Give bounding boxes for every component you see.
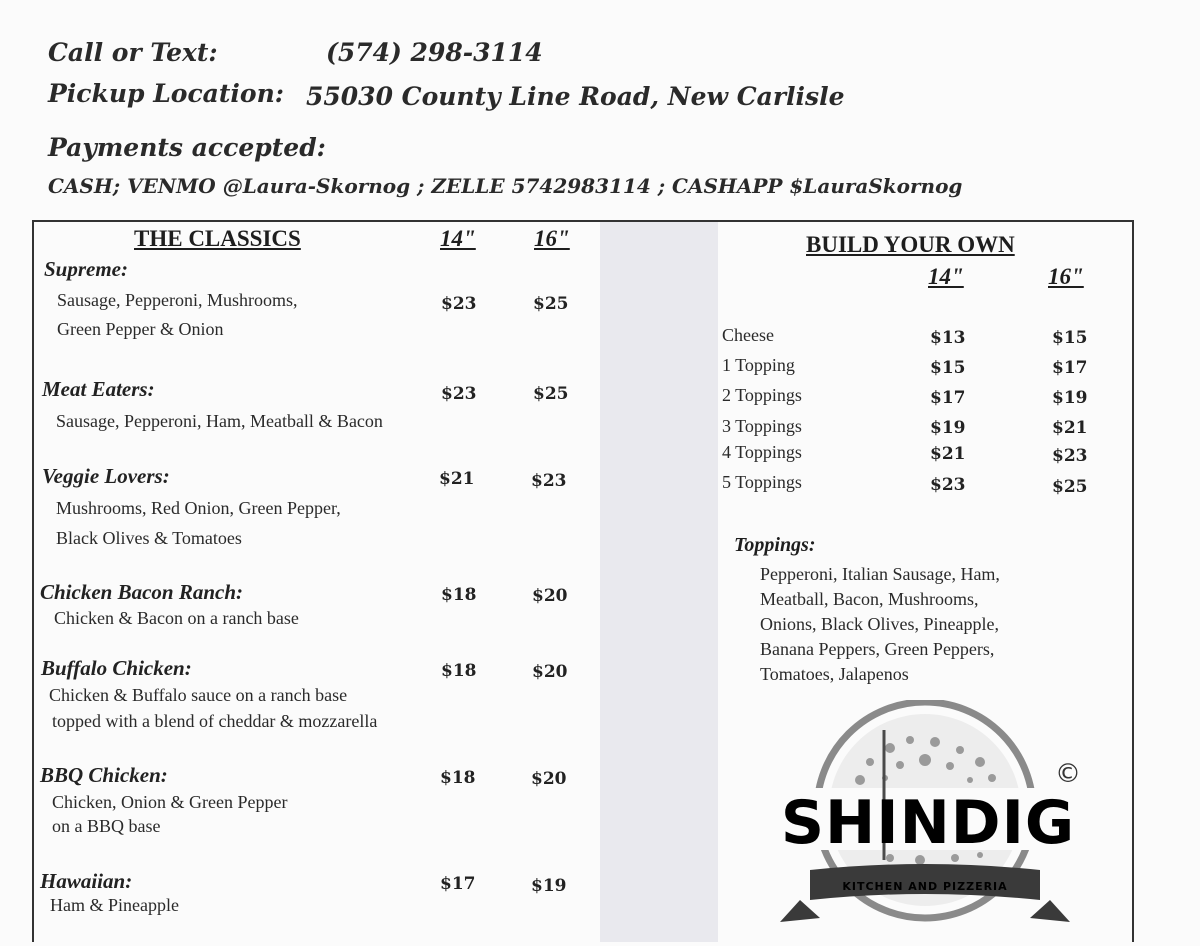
toppings-line: Banana Peppers, Green Peppers,: [760, 639, 995, 659]
classic-price-16-hawaiian: $19: [531, 876, 567, 896]
byo-size-14: 14": [928, 264, 964, 289]
payments-methods: CASH; VENMO @Laura-Skornog ; ZELLE 5742983114 ; CASHAPP $LauraSkornog: [48, 174, 963, 198]
classic-price-14-bbq-chicken: $18: [440, 768, 476, 788]
byo-price-16: $15: [1052, 328, 1088, 348]
pickup-address: 55030 County Line Road, New Carlisle: [306, 82, 845, 111]
byo-row-label: 3 Toppings: [722, 416, 802, 436]
copyright-mark: ©: [1055, 759, 1081, 789]
classic-price-16-bbq-chicken: $20: [531, 769, 567, 789]
byo-row-label: Cheese: [722, 325, 774, 345]
pizza-logo-graphic: [760, 700, 1100, 942]
classic-price-14-buffalo-chicken: $18: [441, 661, 477, 681]
byo-title: BUILD YOUR OWN: [806, 232, 1015, 257]
byo-price-16: $25: [1052, 477, 1088, 497]
byo-price-14: $15: [930, 358, 966, 378]
byo-price-14: $19: [930, 418, 966, 438]
classic-desc-supreme-1: Sausage, Pepperoni, Mushrooms,: [57, 290, 298, 310]
classic-price-14-meat-eaters: $23: [441, 384, 477, 404]
byo-price-14: $13: [930, 328, 966, 348]
classic-desc-meat-eaters-1: Sausage, Pepperoni, Ham, Meatball & Bacon: [56, 411, 383, 431]
classics-size-14: 14": [440, 226, 476, 251]
logo-brand-text: SHINDIG: [780, 788, 1076, 858]
call-label: Call or Text:: [48, 38, 218, 67]
classic-price-14-supreme: $23: [441, 294, 477, 314]
classic-desc-veggie-lovers-1: Mushrooms, Red Onion, Green Pepper,: [56, 498, 341, 518]
byo-price-16: $17: [1052, 358, 1088, 378]
classic-name-chicken-bacon-ranch: Chicken Bacon Ranch:: [40, 580, 244, 604]
classic-price-16-chicken-bacon-ranch: $20: [532, 586, 568, 606]
classics-title: THE CLASSICS: [134, 226, 301, 251]
classics-size-16: 16": [534, 226, 570, 251]
classic-name-veggie-lovers: Veggie Lovers:: [42, 464, 170, 488]
classic-name-bbq-chicken: BBQ Chicken:: [40, 763, 168, 787]
byo-price-14: $17: [930, 388, 966, 408]
byo-row-label: 5 Toppings: [722, 472, 802, 492]
classic-name-supreme: Supreme:: [44, 257, 128, 281]
classic-desc-buffalo-chicken-1: Chicken & Buffalo sauce on a ranch base: [49, 685, 348, 705]
classic-name-hawaiian: Hawaiian:: [40, 869, 133, 893]
shindig-logo: [760, 700, 1100, 942]
byo-size-16: 16": [1048, 264, 1084, 289]
classic-price-16-buffalo-chicken: $20: [532, 662, 568, 682]
classic-desc-bbq-chicken-1: Chicken, Onion & Green Pepper: [52, 792, 288, 812]
pickup-label: Pickup Location:: [48, 79, 284, 108]
toppings-label: Toppings:: [734, 534, 816, 556]
classic-price-16-veggie-lovers: $23: [531, 471, 567, 491]
classic-desc-buffalo-chicken-2: topped with a blend of cheddar & mozzarella: [52, 711, 378, 731]
byo-price-16: $23: [1052, 446, 1088, 466]
classic-price-16-supreme: $25: [533, 294, 569, 314]
phone-number[interactable]: (574) 298-3114: [326, 38, 543, 67]
classic-desc-chicken-bacon-ranch-1: Chicken & Bacon on a ranch base: [54, 608, 299, 628]
classic-name-meat-eaters: Meat Eaters:: [42, 377, 155, 401]
toppings-line: Onions, Black Olives, Pineapple,: [760, 614, 999, 634]
toppings-line: Pepperoni, Italian Sausage, Ham,: [760, 564, 1000, 584]
logo-tagline: KITCHEN AND PIZZERIA: [842, 880, 1008, 893]
byo-row-label: 1 Topping: [722, 355, 795, 375]
byo-row-label: 4 Toppings: [722, 442, 802, 462]
byo-price-14: $23: [930, 475, 966, 495]
classic-desc-supreme-2: Green Pepper & Onion: [57, 319, 224, 339]
toppings-line: Tomatoes, Jalapenos: [760, 664, 909, 684]
classic-price-14-chicken-bacon-ranch: $18: [441, 585, 477, 605]
byo-price-14: $21: [930, 444, 966, 464]
classic-name-buffalo-chicken: Buffalo Chicken:: [41, 656, 192, 680]
payments-label: Payments accepted:: [48, 133, 326, 162]
byo-price-16: $19: [1052, 388, 1088, 408]
toppings-line: Meatball, Bacon, Mushrooms,: [760, 589, 979, 609]
classic-desc-bbq-chicken-2: on a BBQ base: [52, 816, 161, 836]
classic-desc-veggie-lovers-2: Black Olives & Tomatoes: [56, 528, 242, 548]
byo-row-label: 2 Toppings: [722, 385, 802, 405]
byo-price-16: $21: [1052, 418, 1088, 438]
classic-price-16-meat-eaters: $25: [533, 384, 569, 404]
classic-desc-hawaiian-1: Ham & Pineapple: [50, 895, 179, 915]
classic-price-14-hawaiian: $17: [440, 874, 476, 894]
classic-price-14-veggie-lovers: $21: [439, 469, 475, 489]
